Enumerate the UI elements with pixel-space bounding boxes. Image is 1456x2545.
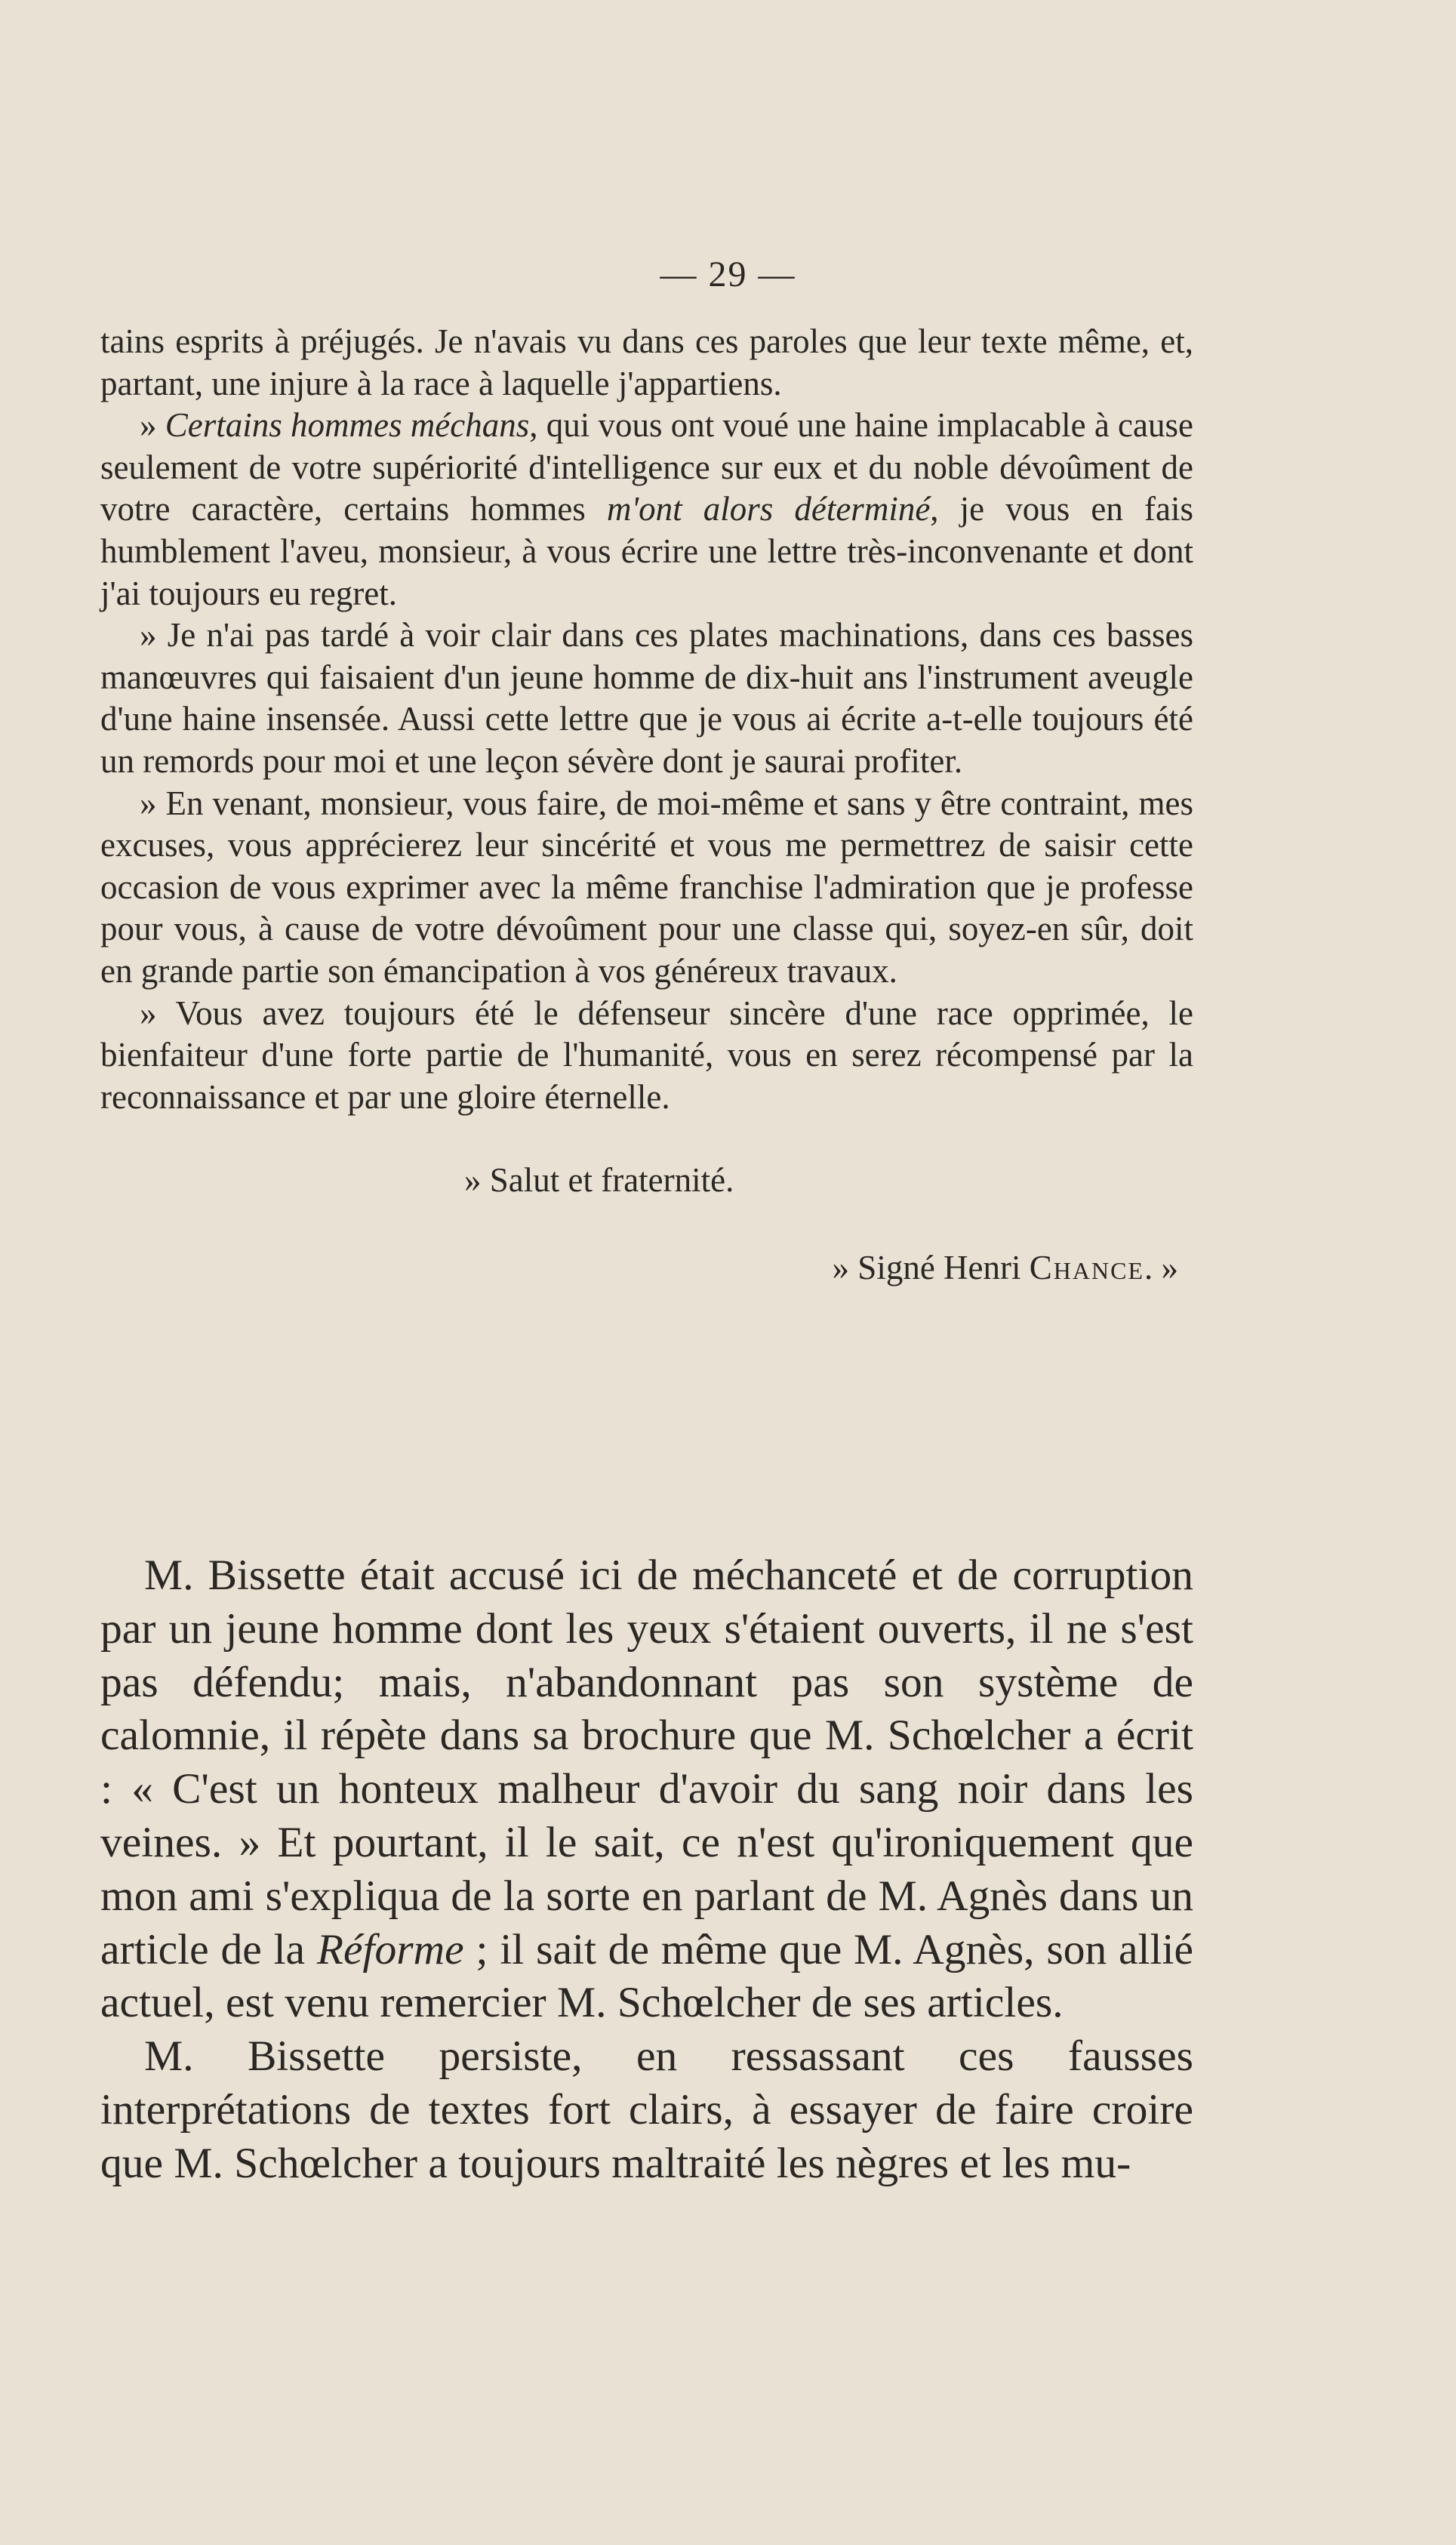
signature-prefix: » Signé Henri <box>832 1248 1030 1286</box>
text-run: , je vous en fais humblement l'aveu, monsieur, à vous écrire une lettre très-inconvenante et dont j'ai toujours eu regret. <box>100 490 1193 612</box>
main-text <box>100 1549 1193 2191</box>
letter-closing: » Salut et fraternité. <box>464 1161 734 1200</box>
text-run: , qui vous ont voué une haine implacable à cause seulement de votre supériorité d'intelligence sur eux et du noble dévoûment de votre caractère, certains hommes <box>100 406 1193 528</box>
italic-phrase: m'ont alors déterminé <box>606 490 931 528</box>
letter-paragraph: » Je n'ai pas tardé à voir clair dans ces plates machinations, dans ces basses manœuvres qui faisaient d'un jeune homme de dix-huit ans l'instrument aveugle d'une haine insensée. Aussi cette lettre que je vous ai écrite a-t-elle toujours été un remords pour moi et une leçon sévère dont je saurai profiter. <box>100 616 1193 780</box>
text-run: ; il sait de même que M. Agnès, son allié actuel, est venu remercier M. Schœlcher de ses articles. <box>100 1925 1193 2027</box>
italic-title: Réforme <box>316 1925 464 1973</box>
body-paragraph <box>100 1549 1193 2030</box>
letter-signature <box>100 1247 1193 1289</box>
text-run: M. Bissette était accusé ici de méchanceté et de corruption par un jeune homme dont les yeux s'étaient ouverts, il ne s'est pas défendu; mais, n'abandonnant pas son système de calomnie, il répète dans sa brochure que M. Schœlcher a écrit : « C'est un honteux malheur d'avoir du sang noir dans les veines. » Et pourtant, il le sait, ce n'est qu'ironiquement que mon ami s'expliqua de la sorte en parlant de M. Agnès dans un article de la <box>100 1551 1193 1973</box>
quoted-letter <box>100 321 1193 1289</box>
italic-phrase: Certains hommes méchans <box>165 406 530 445</box>
body-paragraph: M. Bissette persiste, en ressassant ces fausses interprétations de textes fort clairs, à essayer de faire croire que M. Schœlcher a toujours maltraité les nègres et les mu- <box>100 2032 1193 2187</box>
letter-paragraph: » En venant, monsieur, vous faire, de moi-même et sans y être contraint, mes excuses, vous apprécierez leur sincérité et vous me permettrez de saisir cette occasion de vous exprimer avec la même franchise l'admiration que je professe pour vous, à cause de votre dévoûment pour une classe qui, soyez-en sûr, doit en grande partie son émancipation à vos généreux travaux. <box>100 784 1193 990</box>
page-number: — 29 — <box>660 254 796 294</box>
letter-paragraph <box>100 405 1193 615</box>
letter-paragraph: tains esprits à préjugés. Je n'avais vu dans ces paroles que leur texte même, et, partant, une injure à la race à laquelle j'appartiens. <box>100 322 1193 402</box>
signature-name: Chance <box>1029 1248 1144 1286</box>
signature-suffix: . » <box>1144 1248 1178 1286</box>
letter-paragraph: » Vous avez toujours été le défenseur sincère d'une race opprimée, le bienfaiteur d'une forte partie de l'humanité, vous en serez récompensé par la reconnaissance et par une gloire éternelle. <box>100 994 1193 1116</box>
quote-mark: » <box>140 406 165 445</box>
